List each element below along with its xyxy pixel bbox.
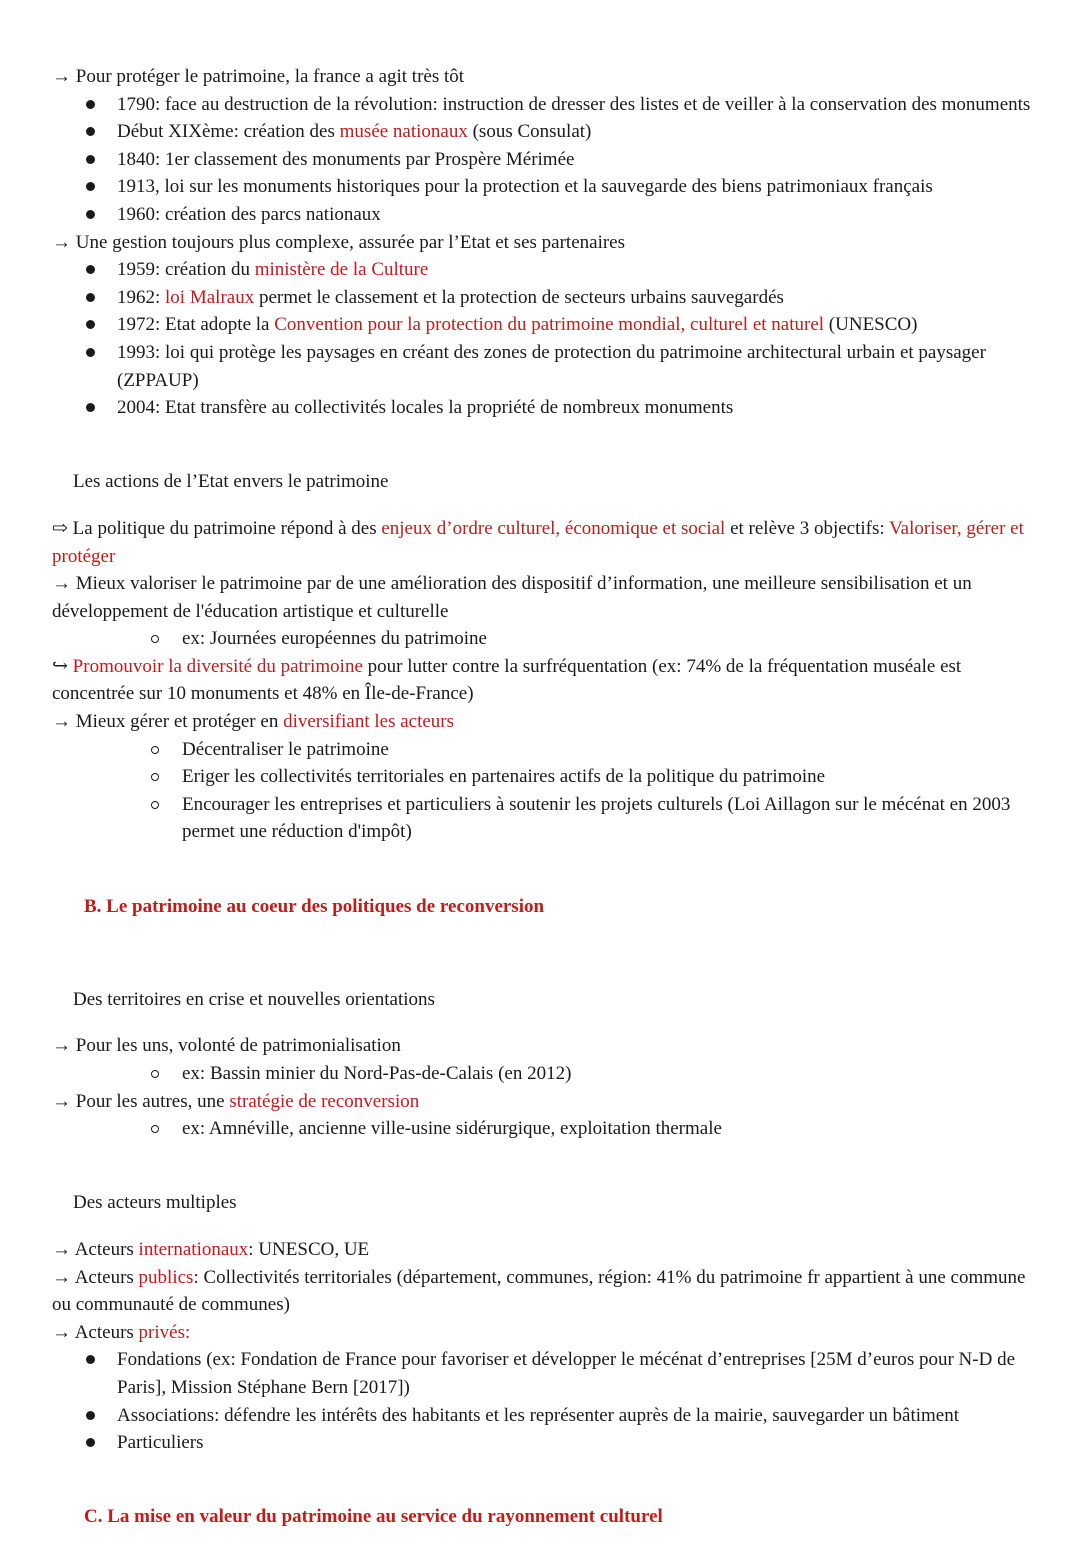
territoires-line-1: → Pour les uns, volonté de patrimonialisation bbox=[52, 1035, 401, 1057]
intro-gestion: → Une gestion toujours plus complexe, assurée par l’Etat et ses partenaires bbox=[52, 231, 625, 253]
list-item: Associations: défendre les intérêts des habitants et les représenter auprès de la mairie, sauvegarder un bâtiment bbox=[52, 1402, 1042, 1430]
list-item: 2004: Etat transfère au collectivités locales la propriété de nombreux monuments bbox=[52, 394, 1042, 422]
list-item: 1972: Etat adopte la Convention pour la protection du patrimoine mondial, culturel et naturel (UNESCO) bbox=[52, 311, 1042, 339]
acteurs-publics: → Acteurs publics: Collectivités territoriales (département, communes, région: 41% du patrimoine fr appartient à une commune ou communauté de communes) bbox=[52, 1266, 1026, 1316]
sub-item: ex: Amnéville, ancienne ville-usine sidérurgique, exploitation thermale bbox=[52, 1115, 1042, 1143]
heading-acteurs: Des acteurs multiples bbox=[73, 1192, 237, 1214]
list-item: 1962: loi Malraux permet le classement et la protection de secteurs urbains sauvegardés bbox=[52, 284, 1042, 312]
list-item: 1959: création du ministère de la Culture bbox=[52, 256, 1042, 284]
sub-item: ex: Bassin minier du Nord-Pas-de-Calais (en 2012) bbox=[52, 1060, 1042, 1088]
list-item: Fondations (ex: Fondation de France pour favoriser et développer le mécénat d’entreprises [25M d’euros pour N-D de Paris], Mission Stéphane Bern [2017]) bbox=[52, 1346, 1042, 1401]
section-b-heading: B. Le patrimoine au coeur des politiques de reconversion bbox=[84, 895, 545, 917]
document-page bbox=[52, 63, 1042, 1550]
section-c-heading: C. La mise en valeur du patrimoine au service du rayonnement culturel bbox=[84, 1506, 663, 1528]
gerer-paragraph: → Mieux gérer et protéger en diversifiant les acteurs bbox=[52, 711, 455, 733]
sub-item: Eriger les collectivités territoriales en partenaires actifs de la politique du patrimoine bbox=[52, 763, 1042, 791]
heading-territoires: Des territoires en crise et nouvelles orientations bbox=[73, 988, 435, 1010]
sub-item: Décentraliser le patrimoine bbox=[52, 736, 1042, 764]
intro-protection: → Pour protéger le patrimoine, la france a agit très tôt bbox=[52, 66, 465, 87]
heading-actions-etat: Les actions de l’Etat envers le patrimoine bbox=[73, 471, 389, 493]
territoires-line-2: → Pour les autres, une stratégie de reconversion bbox=[52, 1090, 420, 1112]
list-item: 1913, loi sur les monuments historiques pour la protection et la sauvegarde des biens patrimoniaux français bbox=[52, 173, 1042, 201]
list-item: 1993: loi qui protège les paysages en créant des zones de protection du patrimoine architectural urbain et paysager (ZPPAUP) bbox=[52, 339, 1042, 394]
list-item: 1840: 1er classement des monuments par Prospère Mérimée bbox=[52, 146, 1042, 174]
list-item: Début XIXème: création des musée nationaux (sous Consulat) bbox=[52, 118, 1042, 146]
list-item: Particuliers bbox=[52, 1429, 1042, 1457]
list-item: 1790: face au destruction de la révolution: instruction de dresser des listes et de veiller à la conservation des monuments bbox=[52, 91, 1042, 119]
acteurs-internationaux: → Acteurs internationaux: UNESCO, UE bbox=[52, 1238, 370, 1260]
politique-paragraph: ⇨ La politique du patrimoine répond à des enjeux d’ordre culturel, économique et social et relève 3 objectifs: Valoriser, gérer et protéger bbox=[52, 517, 1024, 567]
sub-item: ex: Journées européennes du patrimoine bbox=[52, 625, 1042, 653]
sub-item: Encourager les entreprises et particuliers à soutenir les projets culturels (Loi Aillagon sur le mécénat en 2003 permet une réduction d'impôt) bbox=[52, 791, 1042, 846]
acteurs-prives: → Acteurs privés: bbox=[52, 1321, 191, 1343]
list-item: 1960: création des parcs nationaux bbox=[52, 201, 1042, 229]
promouvoir-paragraph: ↪ Promouvoir la diversité du patrimoine pour lutter contre la surfréquentation (ex: 74% de la fréquentation muséale est concentrée sur 10 monuments et 48% en Île-de-France) bbox=[52, 655, 962, 705]
valoriser-paragraph: → Mieux valoriser le patrimoine par de une amélioration des dispositif d’information, une meilleure sensibilisation et un développement de l'éducation artistique et culturelle bbox=[52, 573, 972, 622]
